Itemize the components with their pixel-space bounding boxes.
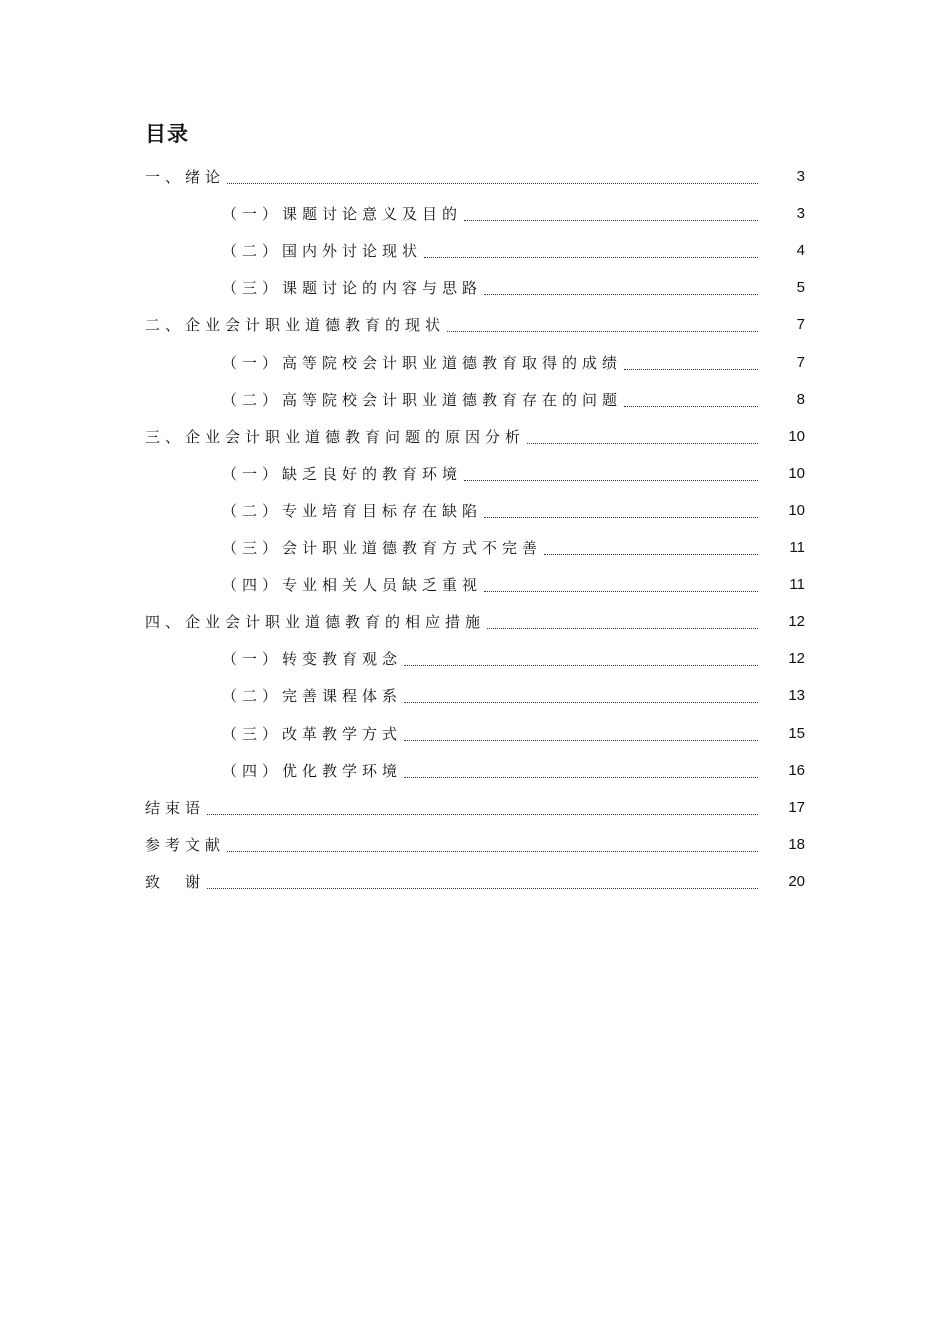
toc-entry-page-number: 20: [788, 872, 805, 890]
toc-entry-label: （四）专业相关人员缺乏重视: [222, 576, 483, 595]
dot-leader: [207, 888, 758, 889]
toc-entry-section[interactable]: [145, 637, 805, 674]
dot-leader: [207, 814, 758, 815]
toc-entry-page-number: 10: [788, 464, 805, 482]
dot-leader: [464, 480, 758, 481]
dot-leader: [447, 331, 758, 332]
toc-entry-page-number: 17: [788, 798, 805, 816]
toc-entry-label: （三）课题讨论的内容与思路: [222, 279, 483, 298]
toc-entry-page-number: 3: [796, 168, 805, 186]
toc-entry-page-number: 7: [796, 316, 805, 334]
toc-entry-section[interactable]: [145, 674, 805, 711]
toc-entry-chapter[interactable]: [145, 155, 805, 192]
toc-entry-label: 二、企业会计职业道德教育的现状: [145, 316, 446, 335]
toc-entry-section[interactable]: [145, 378, 805, 415]
toc-entry-page-number: 10: [788, 501, 805, 519]
toc-entry-page-number: 11: [789, 539, 805, 557]
toc-title: 目录: [145, 122, 189, 146]
toc-entry-chapter[interactable]: [145, 600, 805, 637]
toc-entry-label: （三）会计职业道德教育方式不完善: [222, 539, 543, 558]
toc-entry-label: （一）转变教育观念: [222, 650, 403, 669]
toc-entry-page-number: 4: [796, 242, 805, 260]
toc-entry-page-number: 12: [788, 650, 805, 668]
dot-leader: [227, 851, 758, 852]
toc-entry-section[interactable]: [145, 711, 805, 748]
toc-entry-label: （二）高等院校会计职业道德教育存在的问题: [222, 390, 623, 409]
toc-entry-label: 参考文献: [145, 835, 226, 854]
toc-entry-page-number: 11: [789, 576, 805, 594]
dot-leader: [464, 220, 758, 221]
dot-leader: [484, 591, 758, 592]
toc-entry-section[interactable]: [145, 563, 805, 600]
toc-entry-label: （一）高等院校会计职业道德教育取得的成绩: [222, 353, 623, 372]
toc-entry-section[interactable]: [145, 489, 805, 526]
toc-entry-label: （三）改革教学方式: [222, 724, 403, 743]
dot-leader: [404, 777, 758, 778]
toc-entry-label: （一）缺乏良好的教育环境: [222, 464, 463, 483]
toc-entry-page-number: 13: [788, 687, 805, 705]
dot-leader: [487, 628, 758, 629]
toc-entry-section[interactable]: [145, 526, 805, 563]
dot-leader: [624, 369, 758, 370]
toc-entry-section[interactable]: [145, 229, 805, 266]
toc-list: [145, 155, 805, 897]
toc-entry-label: 三、企业会计职业道德教育问题的原因分析: [145, 427, 526, 446]
toc-entry-page-number: 5: [796, 279, 805, 297]
toc-entry-page-number: 15: [788, 724, 805, 742]
toc-entry-label: 致 谢: [145, 872, 206, 891]
toc-entry-page-number: 3: [796, 205, 805, 223]
toc-entry-label: 一、绪论: [145, 168, 226, 187]
toc-entry-label: 四、企业会计职业道德教育的相应措施: [145, 613, 486, 632]
toc-entry-label: （二）国内外讨论现状: [222, 242, 423, 261]
toc-entry-chapter[interactable]: [145, 823, 805, 860]
toc-entry-section[interactable]: [145, 749, 805, 786]
dot-leader: [544, 554, 758, 555]
dot-leader: [404, 665, 758, 666]
toc-entry-chapter[interactable]: [145, 860, 805, 897]
toc-entry-page-number: 18: [788, 835, 805, 853]
dot-leader: [424, 257, 758, 258]
dot-leader: [404, 740, 758, 741]
toc-entry-page-number: 8: [796, 390, 805, 408]
dot-leader: [624, 406, 758, 407]
dot-leader: [227, 183, 758, 184]
toc-entry-chapter[interactable]: [145, 415, 805, 452]
toc-entry-label: （四）优化教学环境: [222, 761, 403, 780]
toc-entry-section[interactable]: [145, 192, 805, 229]
dot-leader: [484, 294, 758, 295]
toc-entry-page-number: 12: [788, 613, 805, 631]
toc-entry-page-number: 7: [796, 353, 805, 371]
toc-entry-chapter[interactable]: [145, 303, 805, 340]
toc-entry-section[interactable]: [145, 266, 805, 303]
toc-entry-label: （一）课题讨论意义及目的: [222, 205, 463, 224]
toc-entry-chapter[interactable]: [145, 786, 805, 823]
toc-entry-label: （二）完善课程体系: [222, 687, 403, 706]
dot-leader: [404, 702, 758, 703]
toc-entry-page-number: 16: [788, 761, 805, 779]
dot-leader: [484, 517, 758, 518]
toc-entry-section[interactable]: [145, 452, 805, 489]
toc-entry-section[interactable]: [145, 340, 805, 377]
toc-entry-label: 结束语: [145, 798, 206, 817]
toc-entry-label: （二）专业培育目标存在缺陷: [222, 501, 483, 520]
dot-leader: [527, 443, 758, 444]
toc-entry-page-number: 10: [788, 427, 805, 445]
